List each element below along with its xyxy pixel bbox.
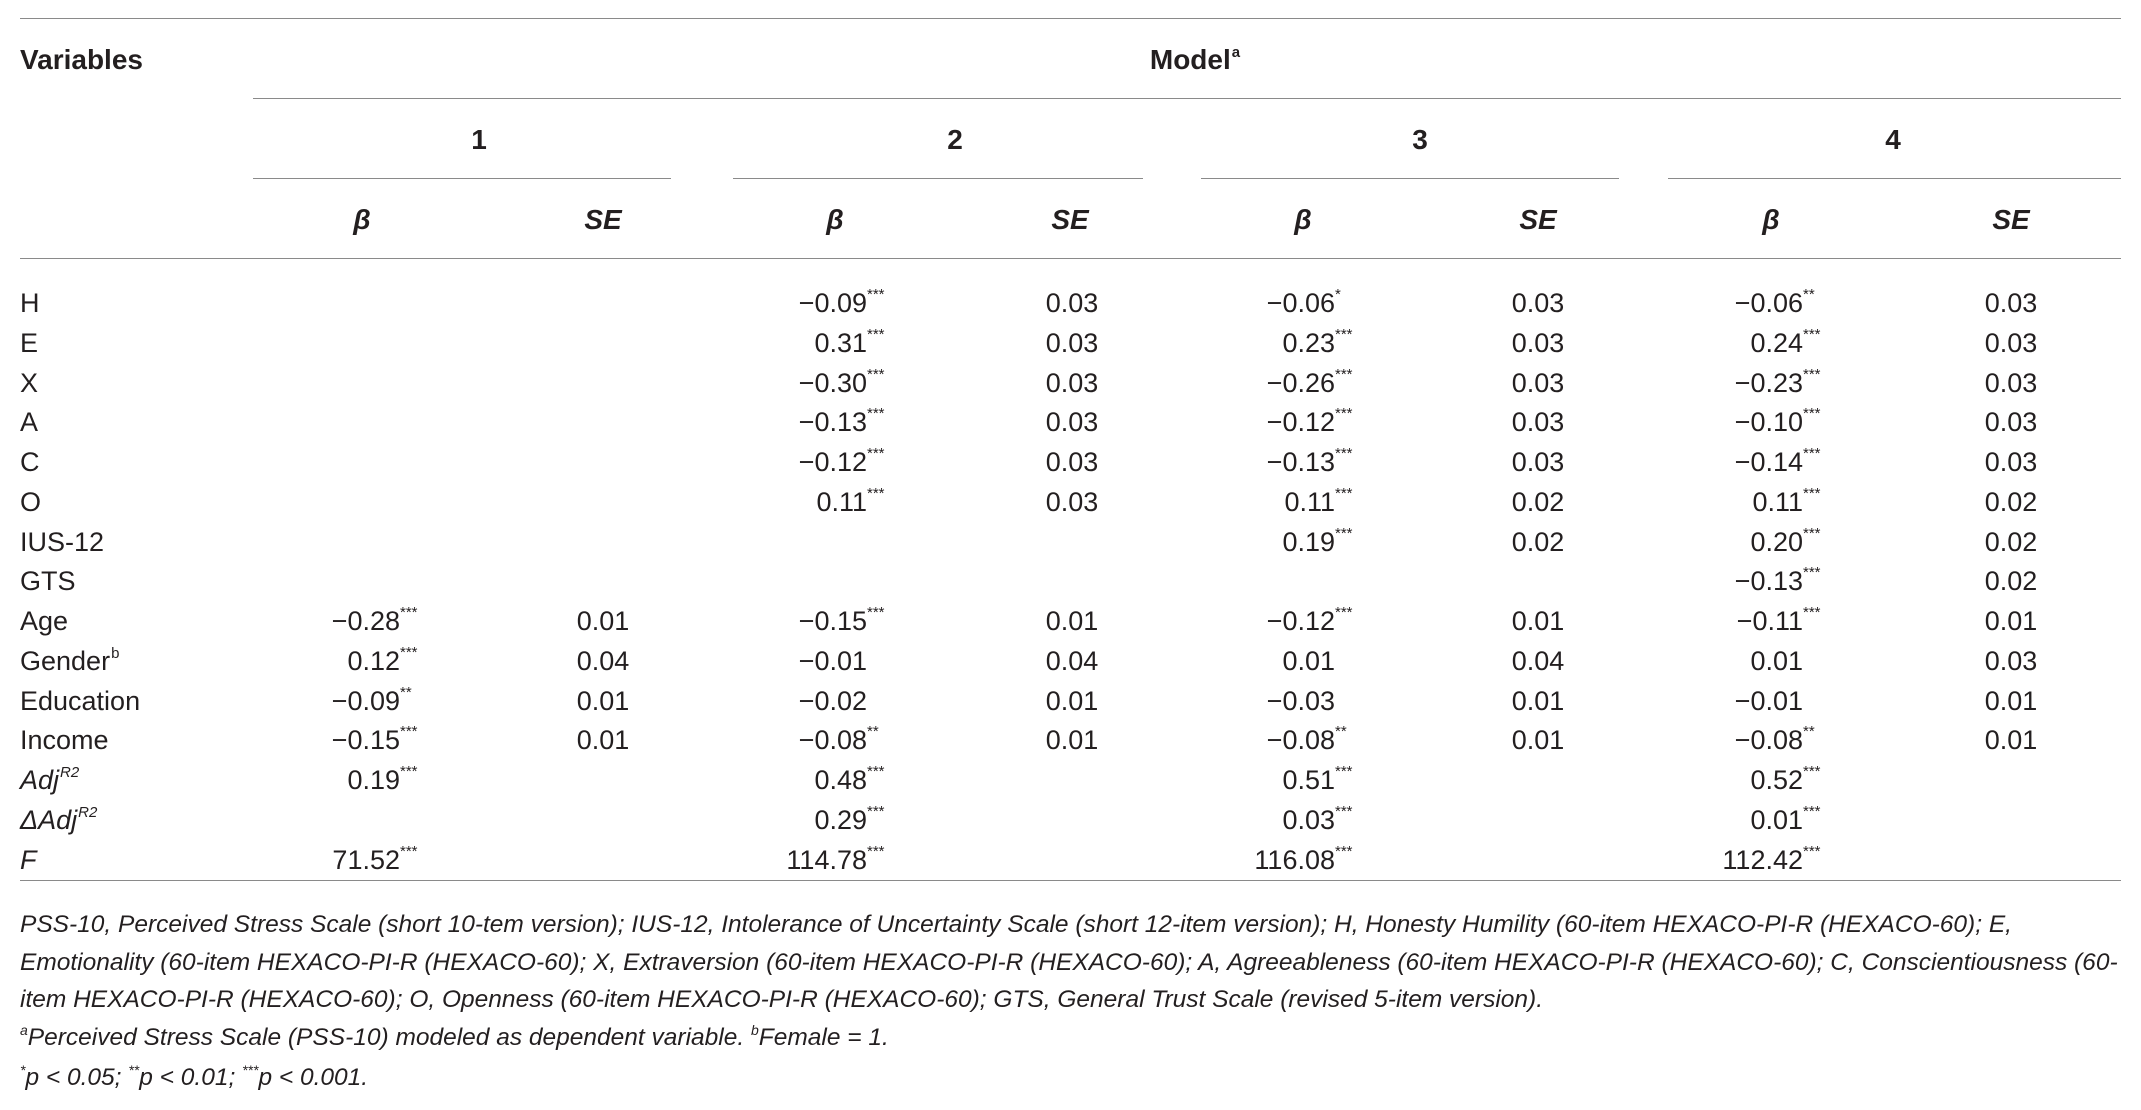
se-value: 0.04 bbox=[576, 645, 630, 676]
model-3-rule bbox=[1201, 178, 1619, 179]
model-number-4: 4 bbox=[1885, 124, 1901, 155]
se-value: 0.01 bbox=[1984, 606, 2038, 636]
significance-stars: *** bbox=[1803, 484, 1821, 502]
se-value: 0.03 bbox=[1045, 327, 1099, 358]
significance-stars: *** bbox=[400, 643, 418, 661]
beta-header-3: β bbox=[1294, 204, 1312, 235]
significance-stars: *** bbox=[1335, 842, 1353, 860]
significance-stars: *** bbox=[867, 365, 885, 383]
beta-header-2: β bbox=[826, 204, 844, 235]
significance-stars: *** bbox=[1335, 405, 1353, 423]
significance-stars: *** bbox=[400, 763, 418, 780]
row-label: O bbox=[20, 486, 42, 517]
model-span-rule bbox=[253, 98, 2121, 99]
significance-stars: *** bbox=[1803, 763, 1821, 780]
row-label: X bbox=[20, 367, 39, 398]
significance-stars: *** bbox=[1335, 365, 1353, 383]
significance-stars: *** bbox=[1803, 842, 1821, 860]
se-value: 0.03 bbox=[1045, 367, 1099, 398]
se-value: 0.02 bbox=[1511, 486, 1565, 517]
row-label: Income bbox=[20, 725, 109, 756]
table-top-rule bbox=[20, 18, 2121, 19]
significance-stars: *** bbox=[1335, 604, 1353, 621]
significance-stars: *** bbox=[1803, 445, 1821, 462]
se-value: 0.03 bbox=[1511, 367, 1565, 398]
se-value: 0.02 bbox=[1984, 566, 2038, 597]
significance-stars: *** bbox=[1803, 604, 1821, 621]
se-header-1: SE bbox=[584, 204, 622, 235]
significance-stars: *** bbox=[400, 842, 418, 860]
se-value: 0.03 bbox=[1511, 407, 1565, 438]
se-value: 0.03 bbox=[1511, 447, 1565, 477]
significance-stars: *** bbox=[1803, 405, 1821, 423]
row-label: F bbox=[20, 844, 37, 875]
row-label: E bbox=[20, 327, 39, 358]
significance-stars: *** bbox=[867, 445, 885, 462]
se-value: 0.01 bbox=[1511, 725, 1565, 756]
se-value: 0.03 bbox=[1984, 288, 2038, 318]
se-value: 0.03 bbox=[1984, 645, 2038, 676]
se-value: 0.03 bbox=[1984, 407, 2038, 438]
table-footnotes bbox=[20, 906, 2120, 1100]
se-value: 0.03 bbox=[1984, 367, 2038, 398]
se-value: 0.03 bbox=[1511, 327, 1565, 358]
se-value: 0.01 bbox=[576, 685, 630, 716]
beta-header-1: β bbox=[353, 204, 371, 235]
se-value: 0.01 bbox=[576, 606, 630, 636]
significance-stars: ** bbox=[1803, 723, 1815, 741]
se-value: 0.03 bbox=[1045, 447, 1099, 477]
significance-stars: *** bbox=[867, 802, 885, 820]
se-value: 0.03 bbox=[1045, 288, 1099, 318]
row-label: ΔAdj$^{R2}$ bbox=[20, 803, 98, 835]
superscript-notes: $^a$Perceived Stress Scale (PSS-10) modeled as dependent variable. $^b$Female = 1. bbox=[20, 1021, 889, 1051]
significance-stars: *** bbox=[867, 286, 885, 303]
model-header: Model$^a$ bbox=[1149, 44, 1241, 75]
significance-note: *p < 0.05; **p < 0.01; ***p < 0.001. bbox=[20, 1062, 369, 1091]
se-value: 0.02 bbox=[1511, 526, 1565, 557]
se-header-2: SE bbox=[1051, 204, 1089, 235]
significance-stars: *** bbox=[400, 723, 418, 741]
se-value: 0.01 bbox=[1045, 606, 1099, 636]
row-label: IUS-12 bbox=[20, 526, 105, 557]
model-number-2: 2 bbox=[947, 124, 963, 155]
significance-stars: *** bbox=[867, 604, 885, 621]
significance-stars: ** bbox=[1335, 723, 1347, 741]
significance-stars: *** bbox=[1335, 484, 1353, 502]
beta-header-4: β bbox=[1762, 204, 1780, 235]
significance-stars: *** bbox=[1803, 325, 1821, 343]
significance-stars: *** bbox=[1803, 564, 1821, 582]
significance-stars: *** bbox=[1335, 763, 1353, 780]
abbreviations-note: PSS-10, Perceived Stress Scale (short 10-tem version); IUS-12, Intolerance of Uncertainty Scale (short 12-item version); H, Honesty Humility (60-item HEXACO-PI-R (HEXACO-60); E, Emotionality (60-item HEXACO-PI-R (HEXACO-60); X, Extraversion (60-item HEXACO-PI-R (HEXACO-60); A, Agreeableness (60-item HEXACO-PI-R (HEXACO-60); C, Conscientiousness (60-item HEXACO-PI-R (HEXACO-60); O, Openness (60-item HEXACO-PI-R (HEXACO-60); GTS, General Trust Scale (revised 5-item version). bbox=[20, 911, 2118, 1013]
model-number-3: 3 bbox=[1412, 124, 1428, 155]
se-value: 0.04 bbox=[1045, 645, 1099, 676]
se-header-4: SE bbox=[1992, 204, 2030, 235]
significance-stars: *** bbox=[867, 842, 885, 860]
significance-stars: ** bbox=[867, 723, 879, 741]
row-label: A bbox=[20, 407, 39, 438]
se-value: 0.01 bbox=[1984, 725, 2038, 756]
model-4-rule bbox=[1668, 178, 2121, 179]
row-label: C bbox=[20, 447, 40, 477]
se-value: 0.04 bbox=[1511, 645, 1565, 676]
significance-stars: *** bbox=[400, 604, 418, 621]
se-value: 0.01 bbox=[576, 725, 630, 756]
table-bottom-rule bbox=[20, 880, 2121, 881]
se-value: 0.03 bbox=[1984, 447, 2038, 477]
se-value: 0.03 bbox=[1045, 486, 1099, 517]
significance-stars: ** bbox=[400, 683, 412, 701]
model-1-rule bbox=[253, 178, 671, 179]
se-value: 0.01 bbox=[1511, 685, 1565, 716]
significance-stars: *** bbox=[1335, 802, 1353, 820]
significance-stars: *** bbox=[867, 405, 885, 423]
significance-stars: *** bbox=[867, 325, 885, 343]
significance-stars: *** bbox=[1335, 524, 1353, 542]
significance-stars: *** bbox=[1803, 524, 1821, 542]
se-value: 0.02 bbox=[1984, 486, 2038, 517]
significance-stars: ** bbox=[1803, 286, 1815, 303]
se-value: 0.01 bbox=[1045, 725, 1099, 756]
se-header-3: SE bbox=[1519, 204, 1557, 235]
se-value: 0.02 bbox=[1984, 526, 2038, 557]
row-label: H bbox=[20, 288, 40, 318]
se-value: 0.01 bbox=[1045, 685, 1099, 716]
row-label: Gender$^b$ bbox=[20, 644, 120, 676]
significance-stars: *** bbox=[1803, 802, 1821, 820]
row-label: Adj$^{R2}$ bbox=[20, 764, 80, 795]
variables-header: Variables bbox=[20, 44, 143, 75]
row-label: Age bbox=[20, 606, 69, 636]
significance-stars: *** bbox=[867, 763, 885, 780]
significance-stars: *** bbox=[1335, 325, 1353, 343]
se-value: 0.03 bbox=[1511, 288, 1565, 318]
model-2-rule bbox=[733, 178, 1143, 179]
row-label: GTS bbox=[20, 566, 76, 597]
se-value: 0.03 bbox=[1045, 407, 1099, 438]
significance-stars: *** bbox=[1803, 365, 1821, 383]
se-value: 0.03 bbox=[1984, 327, 2038, 358]
model-number-1: 1 bbox=[471, 124, 487, 155]
significance-stars: *** bbox=[867, 484, 885, 502]
significance-stars: *** bbox=[1335, 445, 1353, 462]
header-bottom-rule bbox=[20, 258, 2121, 259]
se-value: 0.01 bbox=[1984, 685, 2038, 716]
significance-stars: * bbox=[1335, 286, 1341, 303]
se-value: 0.01 bbox=[1511, 606, 1565, 636]
row-label: Education bbox=[20, 685, 141, 716]
